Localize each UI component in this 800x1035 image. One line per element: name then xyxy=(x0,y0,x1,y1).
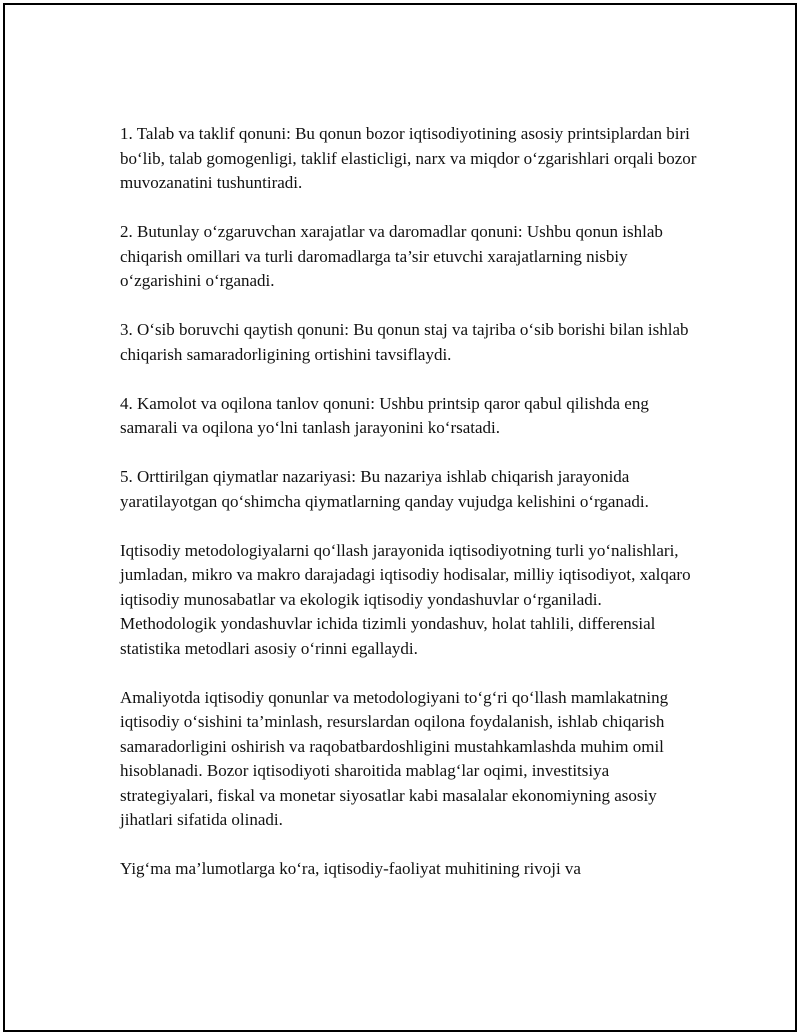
paragraph-law-increasing-returns: 3. O‘sib boruvchi qaytish qonuni: Bu qonun staj va tajriba o‘sib borishi bilan ishlab chiqarish samaradorligining ortishini tavsiflaydi. xyxy=(120,320,689,364)
document-body xyxy=(120,122,700,906)
paragraph-theory-added-value: 5. Orttirilgan qiymatlar nazariyasi: Bu nazariya ishlab chiqarish jarayonida yaratilayotgan qo‘shimcha qiymatlarning qanday vujudga kelishini o‘rganadi. xyxy=(120,467,649,511)
paragraph-law-rational-choice: 4. Kamolot va oqilona tanlov qonuni: Ushbu printsip qaror qabul qilishda eng samarali va oqilona yo‘lni tanlash jarayonini ko‘rsatadi. xyxy=(120,393,649,437)
document-page xyxy=(3,3,797,1032)
paragraph-summary: Yig‘ma ma’lumotlarga ko‘ra, iqtisodiy-faoliyat muhitining rivoji va xyxy=(120,859,581,878)
paragraph-methodology: Iqtisodiy metodologiyalarni qo‘llash jarayonida iqtisodiyotning turli yo‘nalishlari, jumladan, mikro va makro darajadagi iqtisodiy hodisalar, milliy iqtisodiyot, xalqaro iqtisodiy munosabatlar va ekologik iqtisodiy yondashuvlar o‘rganiladi. Methodologik yondashuvlar ichida tizimli yondashuv, holat tahlili, differensial statistika metodlari asosiy o‘rinni egallaydi. xyxy=(120,540,691,658)
paragraph-law-supply-demand: 1. Talab va taklif qonuni: Bu qonun bozor iqtisodiyotining asosiy printsiplardan biri bo‘lib, talab gomogenligi, taklif elasticligi, narx va miqdor o‘zgarishlari orqali bozor muvozanatini tushuntiradi. xyxy=(120,124,697,192)
paragraph-law-variable-costs: 2. Butunlay o‘zgaruvchan xarajatlar va daromadlar qonuni: Ushbu qonun ishlab chiqarish omillari va turli daromadlarga ta’sir etuvchi xarajatlarning nisbiy o‘zgarishini o‘rganadi. xyxy=(120,222,663,290)
paragraph-practice: Amaliyotda iqtisodiy qonunlar va metodologiyani to‘g‘ri qo‘llash mamlakatning iqtisodiy o‘sishini ta’minlash, resurslardan oqilona foydalanish, ishlab chiqarish samaradorligini oshirish va raqobatbardoshligini mustahkamlashda muhim omil hisoblanadi. Bozor iqtisodiyoti sharoitida mablag‘lar oqimi, investitsiya strategiyalari, fiskal va monetar siyosatlar kabi masalalar ekonomiyning asosiy jihatlari sifatida olinadi. xyxy=(120,687,669,829)
